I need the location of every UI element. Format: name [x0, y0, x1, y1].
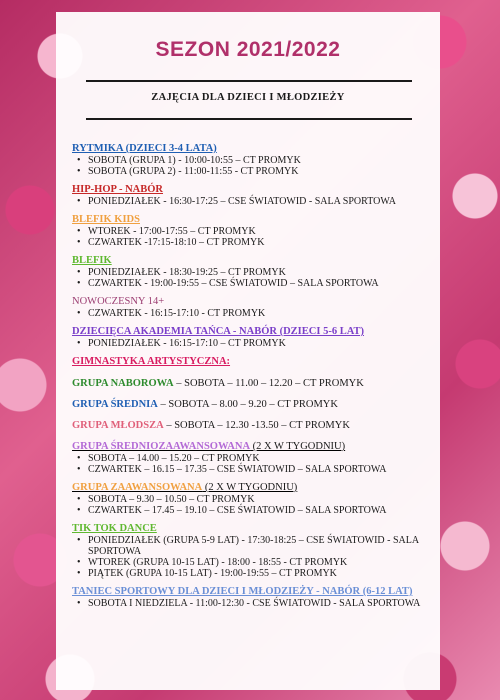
detail-srednia: – SOBOTA – 8.00 – 9.20 – CT PROMYK — [157, 399, 338, 410]
list-item: • PONIEDZIAŁEK (GRUPA 5-9 LAT) - 17:30-18:25 – CSE ŚWIATOWID - SALA SPORTOWA — [88, 535, 428, 557]
label-srednia: GRUPA ŚREDNIA — [72, 399, 158, 410]
list-blefik — [72, 267, 428, 289]
section-rytmika — [72, 143, 428, 177]
list-item: • CZWARTEK – 16.15 – 17.35 – CSE ŚWIATOWID – SALA SPORTOWA — [88, 464, 428, 475]
section-taniec — [72, 586, 428, 609]
list-item: • WTOREK (GRUPA 10-15 LAT) - 18:00 - 18:55 - CT PROMYK — [88, 557, 428, 568]
list-item: • CZWARTEK – 17.45 – 19.10 – CSE ŚWIATOWID – SALA SPORTOWA — [88, 505, 428, 516]
heading-taniec: TANIEC SPORTOWY DLA DZIECI I MŁODZIEŻY - NABÓR (6-12 LAT) — [72, 586, 413, 597]
list-item: • PONIEDZIAŁEK - 16:30-17:25 – CSE ŚWIATOWID - SALA SPORTOWA — [88, 196, 428, 207]
list-item: • CZWARTEK -17:15-18:10 – CT PROMYK — [88, 237, 428, 248]
detail-mlodsza: – SOBOTA – 12.30 -13.50 – CT PROMYK — [163, 420, 350, 431]
list-item: • PONIEDZIAŁEK - 16:15-17:10 – CT PROMYK — [88, 338, 428, 349]
section-mlodsza — [72, 420, 428, 432]
line-naborowa — [72, 378, 428, 390]
section-blefik — [72, 255, 428, 289]
list-item: • SOBOTA I NIEDZIELA - 11:00-12:30 - CSE ŚWIATOWID - SALA SPORTOWA — [88, 598, 428, 609]
heading-sredniozaawansowana — [72, 441, 428, 453]
section-srednia — [72, 399, 428, 411]
suffix-zaawansowana: (2 X W TYGODNIU) — [202, 482, 298, 493]
label-sredniozaawansowana: GRUPA ŚREDNIOZAAWANSOWANA — [72, 441, 251, 452]
heading-tiktok: TIK TOK DANCE — [72, 523, 157, 534]
page-subtitle: ZAJĘCIA DLA DZIECI I MŁODZIEŻY — [151, 92, 345, 103]
list-blefik-kids — [72, 226, 428, 248]
heading-rytmika: RYTMIKA (DZIECI 3-4 LATA) — [72, 143, 217, 154]
list-item: • CZWARTEK - 19:00-19:55 – CSE ŚWIATOWID – SALA SPORTOWA — [88, 278, 428, 289]
list-taniec — [72, 598, 428, 609]
list-tiktok — [72, 535, 428, 579]
list-item: • SOBOTA – 9.30 – 10.50 – CT PROMYK — [88, 494, 428, 505]
list-nowoczesny — [72, 308, 428, 319]
section-blefik-kids — [72, 214, 428, 248]
schedule-content — [72, 143, 428, 616]
heading-hiphop: HIP-HOP - NABÓR — [72, 184, 163, 195]
list-item: • PIĄTEK (GRUPA 10-15 LAT) - 19:00-19:55 – CT PROMYK — [88, 568, 428, 579]
section-sredniozaawansowana — [72, 441, 428, 475]
section-akademia — [72, 326, 428, 349]
divider-bottom — [86, 118, 412, 120]
list-sredniozaawansowana — [72, 453, 428, 475]
list-item: • SOBOTA – 14.00 – 15.20 – CT PROMYK — [88, 453, 428, 464]
heading-zaawansowana — [72, 482, 428, 494]
line-mlodsza — [72, 420, 428, 432]
section-nowoczesny — [72, 296, 428, 319]
list-hiphop — [72, 196, 428, 207]
divider-top — [86, 80, 412, 82]
page-title: SEZON 2021/2022 — [155, 38, 341, 61]
label-naborowa: GRUPA NABOROWA — [72, 378, 174, 389]
schedule-card — [56, 12, 440, 690]
detail-naborowa: – SOBOTA – 11.00 – 12.20 – CT PROMYK — [173, 378, 364, 389]
heading-blefik-kids: BLEFIK KIDS — [72, 214, 140, 225]
section-tiktok — [72, 523, 428, 579]
list-item: • SOBOTA (GRUPA 2) - 11:00-11:55 - CT PROMYK — [88, 166, 428, 177]
list-item: • WTOREK - 17:00-17:55 – CT PROMYK — [88, 226, 428, 237]
suffix-sredniozaawansowana: (2 X W TYGODNIU) — [250, 441, 346, 452]
section-hiphop — [72, 184, 428, 207]
heading-akademia: DZIECIĘCA AKADEMIA TAŃCA - NABÓR (DZIECI 5-6 LAT) — [72, 326, 364, 337]
list-item: • PONIEDZIAŁEK - 18:30-19:25 – CT PROMYK — [88, 267, 428, 278]
list-akademia — [72, 338, 428, 349]
heading-blefik: BLEFIK — [72, 255, 112, 266]
section-gimnastyka — [72, 356, 428, 368]
line-srednia — [72, 399, 428, 411]
label-zaawansowana: GRUPA ZAAWANSOWANA — [72, 482, 203, 493]
list-item: • SOBOTA (GRUPA 1) - 10:00-10:55 – CT PROMYK — [88, 155, 428, 166]
heading-nowoczesny: NOWOCZESNY 14+ — [72, 296, 165, 307]
list-rytmika — [72, 155, 428, 177]
list-zaawansowana — [72, 494, 428, 516]
section-naborowa — [72, 378, 428, 390]
heading-gimnastyka: GIMNASTYKA ARTYSTYCZNA: — [72, 356, 231, 367]
list-item: • CZWARTEK - 16:15-17:10 - CT PROMYK — [88, 308, 428, 319]
section-zaawansowana — [72, 482, 428, 516]
label-mlodsza: GRUPA MŁODSZA — [72, 420, 164, 431]
